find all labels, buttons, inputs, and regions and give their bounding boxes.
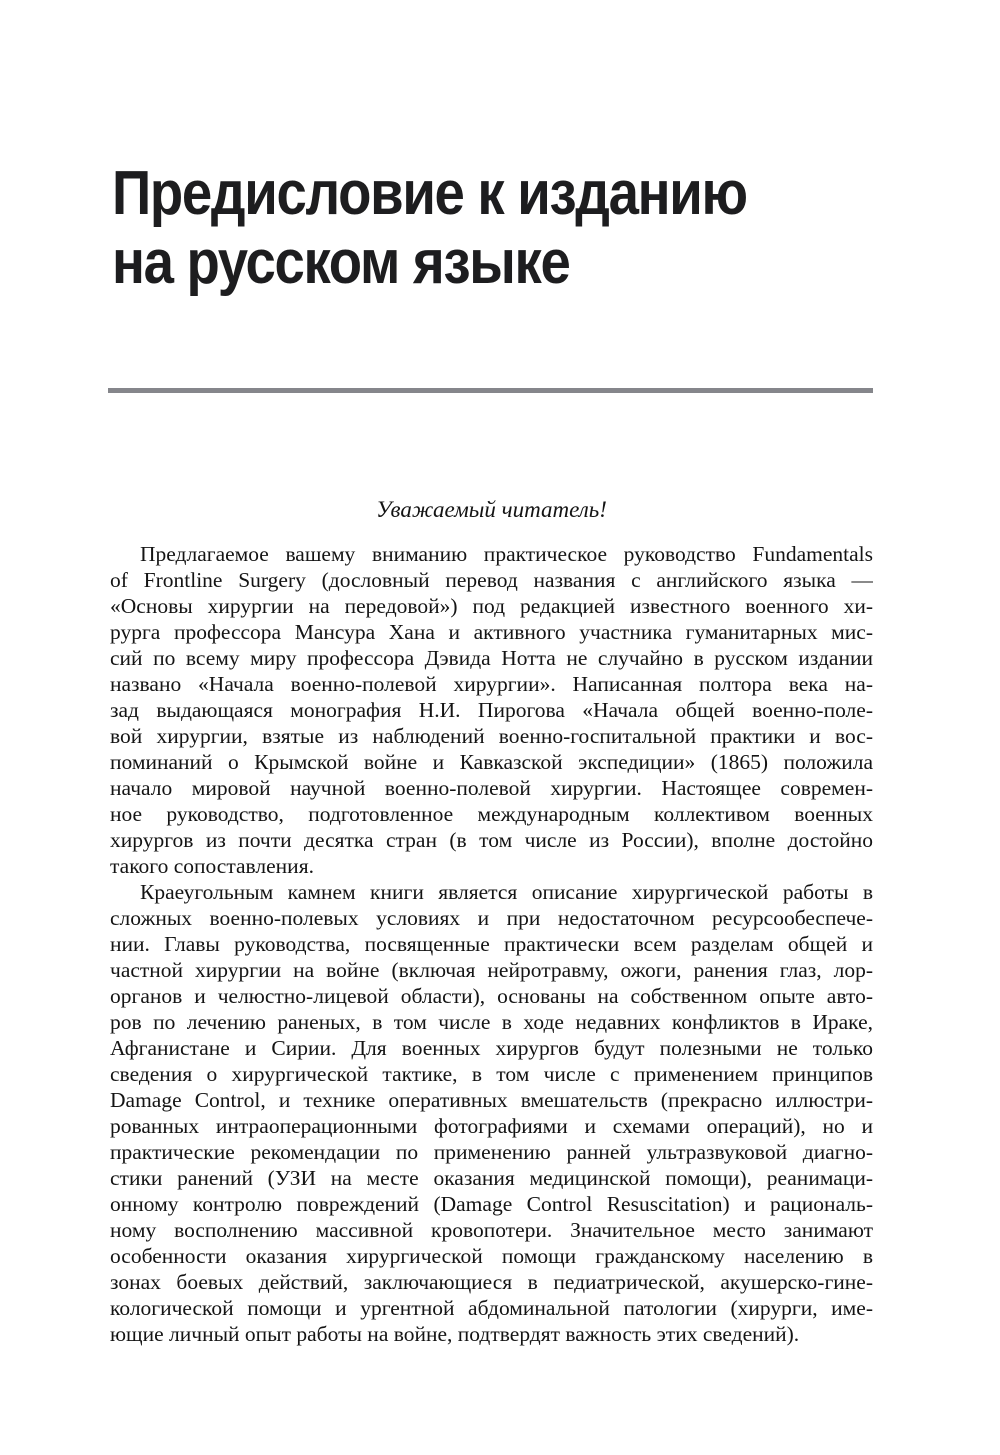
text-line: зонах боевых действий, заключающиеся в педиатрической, акушерско-гине- xyxy=(110,1270,873,1294)
text-line: поминаний о Крымской войне и Кавказской экспедиции» (1865) положила xyxy=(110,750,873,774)
text-line: рурга профессора Мансура Хана и активного участника гуманитарных мис- xyxy=(110,620,873,644)
text-line: сий по всему миру профессора Дэвида Нотта не случайно в русском издании xyxy=(110,646,873,670)
text-line: хирургов из почти десятка стран (в том числе из России), вполне достойно xyxy=(110,828,873,852)
paragraph xyxy=(110,541,873,879)
text-line: стики ранений (УЗИ на месте оказания медицинской помощи), реанимаци- xyxy=(110,1166,873,1190)
text-line: онному контролю повреждений (Damage Control Resuscitation) и рациональ- xyxy=(110,1192,873,1216)
text-line: частной хирургии на войне (включая нейротравму, ожоги, ранения глаз, лор- xyxy=(110,958,873,982)
text-line: Краеугольным камнем книги является описание хирургической работы в xyxy=(140,880,873,904)
body-text xyxy=(110,541,873,1347)
text-line: «Основы хирургии на передовой») под редакцией известного военного хи- xyxy=(110,594,873,618)
text-line: ное руководство, подготовленное международным коллективом военных xyxy=(110,802,873,826)
page-title-line-1: Предисловие к изданию xyxy=(112,159,747,228)
text-line: кологической помощи и ургентной абдоминальной патологии (хирурги, име- xyxy=(110,1296,873,1320)
text-line: рованных интраоперационными фотографиями и схемами операций), но и xyxy=(110,1114,873,1138)
text-line: зад выдающаяся монография Н.И. Пирогова «Начала общей военно-поле- xyxy=(110,698,873,722)
salutation: Уважаемый читатель! xyxy=(376,497,607,522)
text-line: ющие личный опыт работы на войне, подтвердят важность этих сведений). xyxy=(110,1322,800,1346)
text-line: Damage Control, и технике оперативных вмешательств (прекрасно иллюстри- xyxy=(110,1088,873,1112)
text-line: Афганистане и Сирии. Для военных хирургов будут полезными не только xyxy=(110,1036,873,1060)
text-line: нии. Главы руководства, посвященные практически всем разделам общей и xyxy=(110,932,873,956)
text-line: практические рекомендации по применению ранней ультразвуковой диагно- xyxy=(110,1140,873,1164)
text-line: такого сопоставления. xyxy=(110,854,314,878)
text-line: ному восполнению массивной кровопотери. Значительное место занимают xyxy=(110,1218,873,1242)
page-title xyxy=(112,159,747,297)
title-divider xyxy=(108,388,873,393)
text-line: органов и челюстно-лицевой области), основаны на собственном опыте авто- xyxy=(110,984,873,1008)
page-title-line-2: на русском языке xyxy=(112,228,570,297)
text-line: сложных военно-полевых условиях и при недостаточном ресурсообеспече- xyxy=(110,906,873,930)
text-line: сведения о хирургической тактике, в том числе с применением принципов xyxy=(110,1062,873,1086)
text-line: особенности оказания хирургической помощи гражданскому населению в xyxy=(110,1244,873,1268)
text-line: названо «Начала военно-полевой хирургии». Написанная полтора века на- xyxy=(110,672,873,696)
text-line: вой хирургии, взятые из наблюдений военно-госпитальной практики и вос- xyxy=(110,724,873,748)
text-line: ров по лечению раненых, в том числе в ходе недавних конфликтов в Ираке, xyxy=(110,1010,873,1034)
text-line: Предлагаемое вашему вниманию практическое руководство Fundamentals xyxy=(140,542,873,566)
paragraph xyxy=(110,879,873,1347)
text-line: начало мировой научной военно-полевой хирургии. Настоящее современ- xyxy=(110,776,873,800)
text-line: of Frontline Surgery (дословный перевод названия с английского языка — xyxy=(110,568,873,592)
